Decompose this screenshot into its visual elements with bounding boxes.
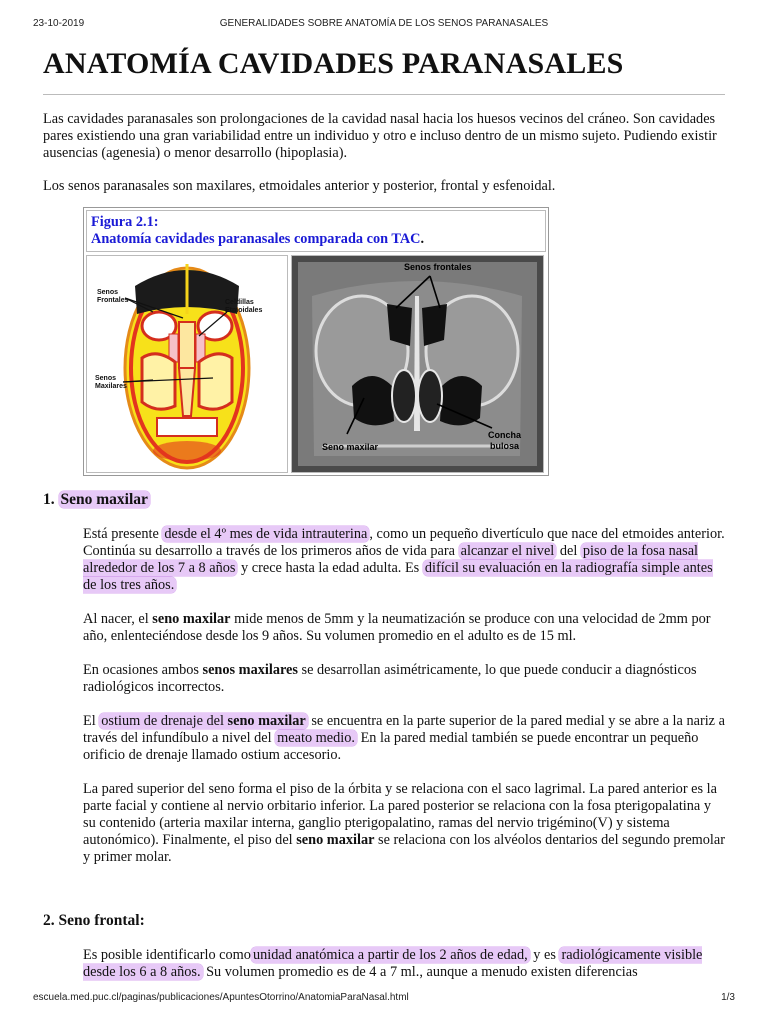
- section-1-heading: 1. Seno maxilar: [43, 491, 148, 508]
- figure-caption-text: Anatomía cavidades paranasales comparada con TAC: [91, 231, 421, 247]
- sec1-paragraph-5: La pared superior del seno forma el piso de la órbita y se relaciona con el saco lagrimal. La pared anterior es la parte facial y contiene al nervio orbitario inferior. La pared posterior se relaciona con la fosa pterigopalatina y su contenido (arteria maxilar interna, ganglio pterigopalatino, ramas del nervio trigémino(V) y sistema autonómico). Finalmente, el piso del seno maxilar se relaciona con los alvéolos dentarios del segundo premolar y primer molar.: [83, 781, 726, 865]
- title-divider: [43, 94, 725, 95]
- section-2-heading: 2. Seno frontal:: [43, 912, 145, 929]
- page-footer: [33, 992, 735, 1006]
- intro-paragraph-2: Los senos paranasales son maxilares, etmoidales anterior y posterior, frontal y esfenoidal.: [43, 178, 556, 194]
- page-number: 1/3: [721, 992, 735, 1003]
- label-senos-maxilares: Senos Maxilares: [95, 375, 127, 390]
- ct-coronal-scan: [292, 256, 543, 472]
- figure-2-1: [83, 207, 549, 476]
- label-ct-bulosa: bulosa: [490, 441, 520, 451]
- label-ct-senos-frontales: Senos frontales: [404, 262, 472, 272]
- page-header: [33, 18, 735, 32]
- label-celdillas-etmoidales: Celdillas Etmoidales: [225, 299, 263, 314]
- intro-paragraph-1: Las cavidades paranasales son prolongaciones de la cavidad nasal hacia los huesos vecinos del cráneo. Son cavidades pares existiendo una gran variabilidad entre un individuo y otro e incluso dentro de un mismo sujeto. Pudiendo existir ausencias (agenesia) o menor desarrollo (hipoplasia).: [43, 111, 717, 161]
- header-date: 23-10-2019: [33, 18, 85, 29]
- section-1-body: [83, 526, 725, 866]
- document-body: [43, 46, 725, 981]
- section-2-body: [83, 947, 725, 981]
- sec1-paragraph-1: Está presente desde el 4º mes de vida intrauterina , como un pequeño divertículo que nace del etmoides anterior. Continúa su desarrollo a través de los primeros años de vida para alcanzar el nivel del piso de la fosa nasal alrededor de los 7 a 8 años y crece hasta la edad adulta. Es difícil su evaluación en la radiografía simple antes de los tres años.: [83, 526, 725, 593]
- figure-caption: Figura 2.1: Anatomía cavidades paranasales comparada con TAC.: [86, 210, 546, 252]
- anatomy-illustration: [86, 255, 288, 473]
- sec1-paragraph-3: En ocasiones ambos senos maxilares se desarrollan asimétricamente, lo que puede conducir a diagnósticos radiológicos incorrectos.: [83, 662, 697, 695]
- sec2-paragraph-1: Es posible identificarlo como unidad anatómica a partir de los 2 años de edad, y es radiológicamente visible desde los 6 a 8 años. Su volumen promedio es de 4 a 7 ml., aunque a menudo existen diferencias: [83, 947, 703, 980]
- section-1-title: Seno maxilar: [60, 491, 148, 508]
- header-title: GENERALIDADES SOBRE ANATOMÍA DE LOS SENOS PARANASALES: [219, 18, 549, 29]
- footer-url[interactable]: escuela.med.puc.cl/paginas/publicaciones/ApuntesOtorrino/AnatomiaParaNasal.html: [33, 992, 409, 1003]
- sec1-paragraph-2: Al nacer, el seno maxilar mide menos de 5mm y la neumatización se produce con una velocidad de 2mm por año, enlenteciéndose desde los 9 años. Su volumen promedio en el adulto es de 15 ml.: [83, 611, 711, 644]
- label-senos-frontales: Senos Frontales: [97, 289, 129, 304]
- sec1-paragraph-4: El ostium de drenaje del seno maxilar se encuentra en la parte superior de la pared medial y se abre a la nariz a través del infundíbulo a nivel del meato medio. En la pared medial también se puede encontrar un pequeño orificio de drenaje llamado ostium accesorio.: [83, 713, 725, 763]
- label-ct-seno-maxilar: Seno maxilar: [322, 442, 379, 452]
- label-ct-concha: Concha: [488, 430, 522, 440]
- figure-label: Figura 2.1:: [91, 214, 159, 230]
- skull-coronal-illustration: [87, 256, 287, 472]
- page-title: ANATOMÍA CAVIDADES PARANASALES: [43, 47, 624, 80]
- ct-scan-image: [291, 255, 544, 473]
